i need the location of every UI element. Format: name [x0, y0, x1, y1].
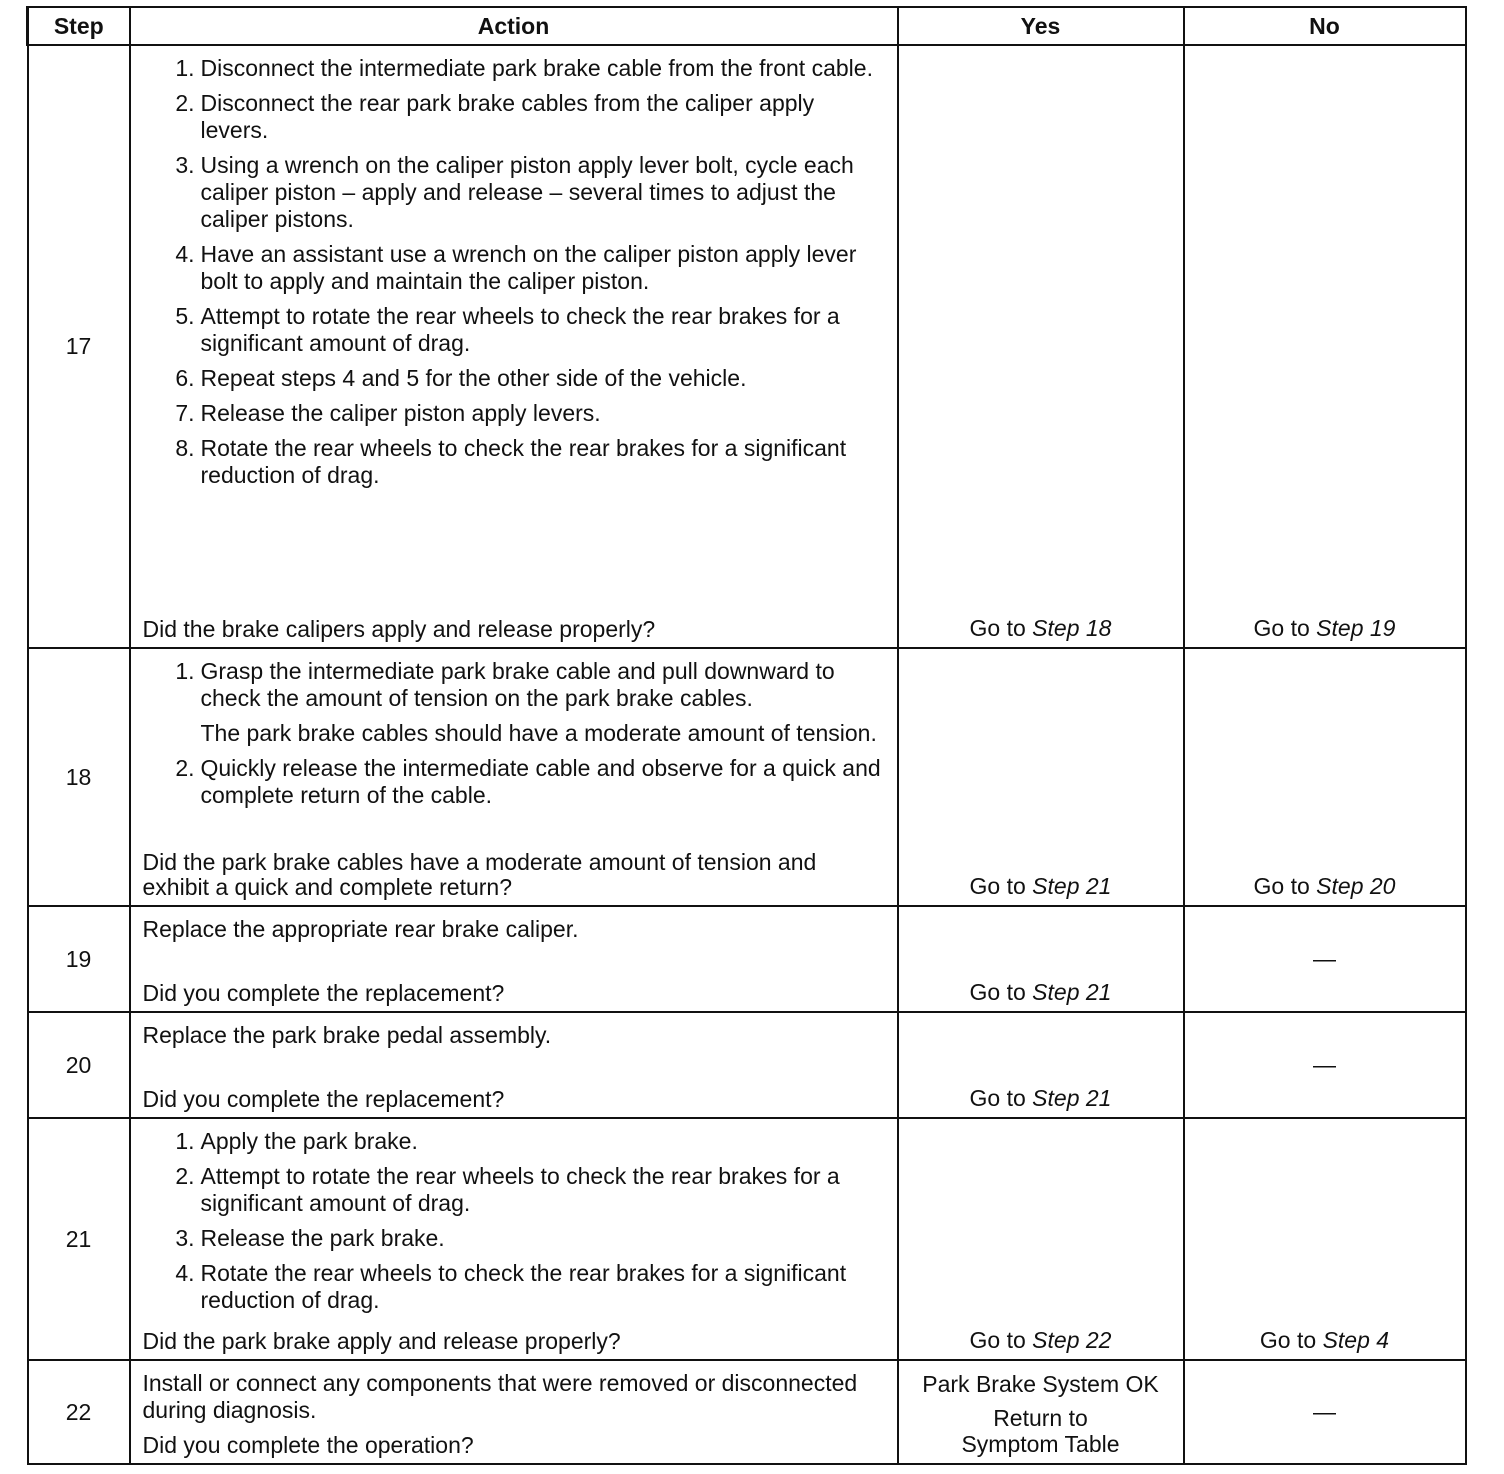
- yes-goto: Go to Step 18: [969, 615, 1112, 641]
- action-cell: [130, 906, 898, 1012]
- action-list: [143, 55, 883, 489]
- list-item: 2. Quickly release the intermediate cable and observe for a quick and complete return of the cable.: [175, 755, 881, 808]
- no-cell: [1184, 45, 1466, 648]
- action-list: [143, 658, 883, 712]
- table-row-step-22: [28, 1360, 1466, 1464]
- yes-return-link: Return to Symptom Table: [961, 1405, 1120, 1457]
- yes-cell: [898, 906, 1184, 1012]
- list-item: 1. Grasp the intermediate park brake cable and pull downward to check the amount of tension on the park brake cables.: [175, 658, 835, 711]
- action-cell: [130, 1118, 898, 1360]
- list-item: 5. Attempt to rotate the rear wheels to check the rear brakes for a significant amount of drag.: [175, 303, 840, 356]
- diagnostic-table: [26, 6, 1467, 1465]
- table-row-step-21: [28, 1118, 1466, 1360]
- no-dash: —: [1313, 945, 1336, 972]
- yes-goto: Go to Step 22: [969, 1327, 1112, 1353]
- list-item: 3. Release the park brake.: [175, 1225, 445, 1251]
- table-row-step-17: [28, 45, 1466, 648]
- step-number: 22: [28, 1360, 130, 1464]
- yes-goto: Go to Step 21: [969, 873, 1112, 899]
- yes-cell: [898, 45, 1184, 648]
- action-list: [143, 755, 883, 809]
- header-row: [28, 7, 1466, 45]
- action-cell: [130, 1012, 898, 1118]
- list-item: 7. Release the caliper piston apply levers.: [175, 400, 601, 426]
- list-item: 4. Rotate the rear wheels to check the rear brakes for a significant reduction of drag.: [175, 1260, 847, 1313]
- question-text: Did the park brake apply and release properly?: [142, 1328, 621, 1354]
- yes-goto: Go to Step 21: [969, 1085, 1112, 1111]
- yes-cell: [898, 1360, 1184, 1464]
- action-text: Replace the park brake pedal assembly.: [142, 1022, 552, 1048]
- no-dash: —: [1313, 1051, 1336, 1078]
- yes-goto: Go to Step 21: [969, 979, 1112, 1005]
- no-cell: [1184, 1118, 1466, 1360]
- table-row-step-18: [28, 648, 1466, 906]
- note-text: The park brake cables should have a moderate amount of tension.: [200, 720, 877, 746]
- action-cell: [130, 1360, 898, 1464]
- no-cell: [1184, 1360, 1466, 1464]
- step-number: 18: [28, 648, 130, 906]
- header-no: No: [1184, 7, 1466, 45]
- action-text: Install or connect any components that were removed or disconnected during diagnosis.: [142, 1370, 858, 1423]
- list-item: 2. Disconnect the rear park brake cables from the caliper apply levers.: [175, 90, 815, 143]
- list-item: 2. Attempt to rotate the rear wheels to check the rear brakes for a significant amount of drag.: [175, 1163, 840, 1216]
- no-cell: [1184, 648, 1466, 906]
- list-item: 3. Using a wrench on the caliper piston apply lever bolt, cycle each caliper piston – apply and release – several times to adjust the caliper pistons.: [175, 152, 854, 232]
- step-number: 17: [28, 45, 130, 648]
- header-step: Step: [28, 7, 130, 45]
- question-text: Did the park brake cables have a moderate amount of tension and exhibit a quick and complete return?: [142, 849, 817, 900]
- no-goto: Go to Step 4: [1259, 1327, 1390, 1353]
- step-number: 20: [28, 1012, 130, 1118]
- step-number: 21: [28, 1118, 130, 1360]
- action-text: Replace the appropriate rear brake caliper.: [142, 916, 579, 942]
- header-yes: Yes: [898, 7, 1184, 45]
- list-item: 6. Repeat steps 4 and 5 for the other side of the vehicle.: [175, 365, 747, 391]
- action-cell: [130, 648, 898, 906]
- no-dash: —: [1313, 1398, 1336, 1425]
- table-row-step-19: [28, 906, 1466, 1012]
- no-goto: Go to Step 19: [1253, 615, 1396, 641]
- no-cell: [1184, 906, 1466, 1012]
- question-text: Did you complete the operation?: [142, 1432, 474, 1458]
- header-action: Action: [130, 7, 898, 45]
- list-item: 1. Disconnect the intermediate park brake cable from the front cable.: [175, 55, 873, 81]
- no-goto: Go to Step 20: [1253, 873, 1396, 899]
- yes-cell: [898, 648, 1184, 906]
- yes-cell: [898, 1118, 1184, 1360]
- action-cell: [130, 45, 898, 648]
- no-cell: [1184, 1012, 1466, 1118]
- list-item: 8. Rotate the rear wheels to check the rear brakes for a significant reduction of drag.: [175, 435, 847, 488]
- yes-result: Park Brake System OK: [922, 1371, 1159, 1397]
- table-row-step-20: [28, 1012, 1466, 1118]
- question-text: Did you complete the replacement?: [142, 1086, 505, 1112]
- yes-cell: [898, 1012, 1184, 1118]
- action-list: [143, 1128, 883, 1314]
- step-number: 19: [28, 906, 130, 1012]
- list-item: 4. Have an assistant use a wrench on the caliper piston apply lever bolt to apply and maintain the caliper piston.: [175, 241, 857, 294]
- question-text: Did the brake calipers apply and release properly?: [142, 616, 656, 642]
- question-text: Did you complete the replacement?: [142, 980, 505, 1006]
- list-item: 1. Apply the park brake.: [175, 1128, 418, 1154]
